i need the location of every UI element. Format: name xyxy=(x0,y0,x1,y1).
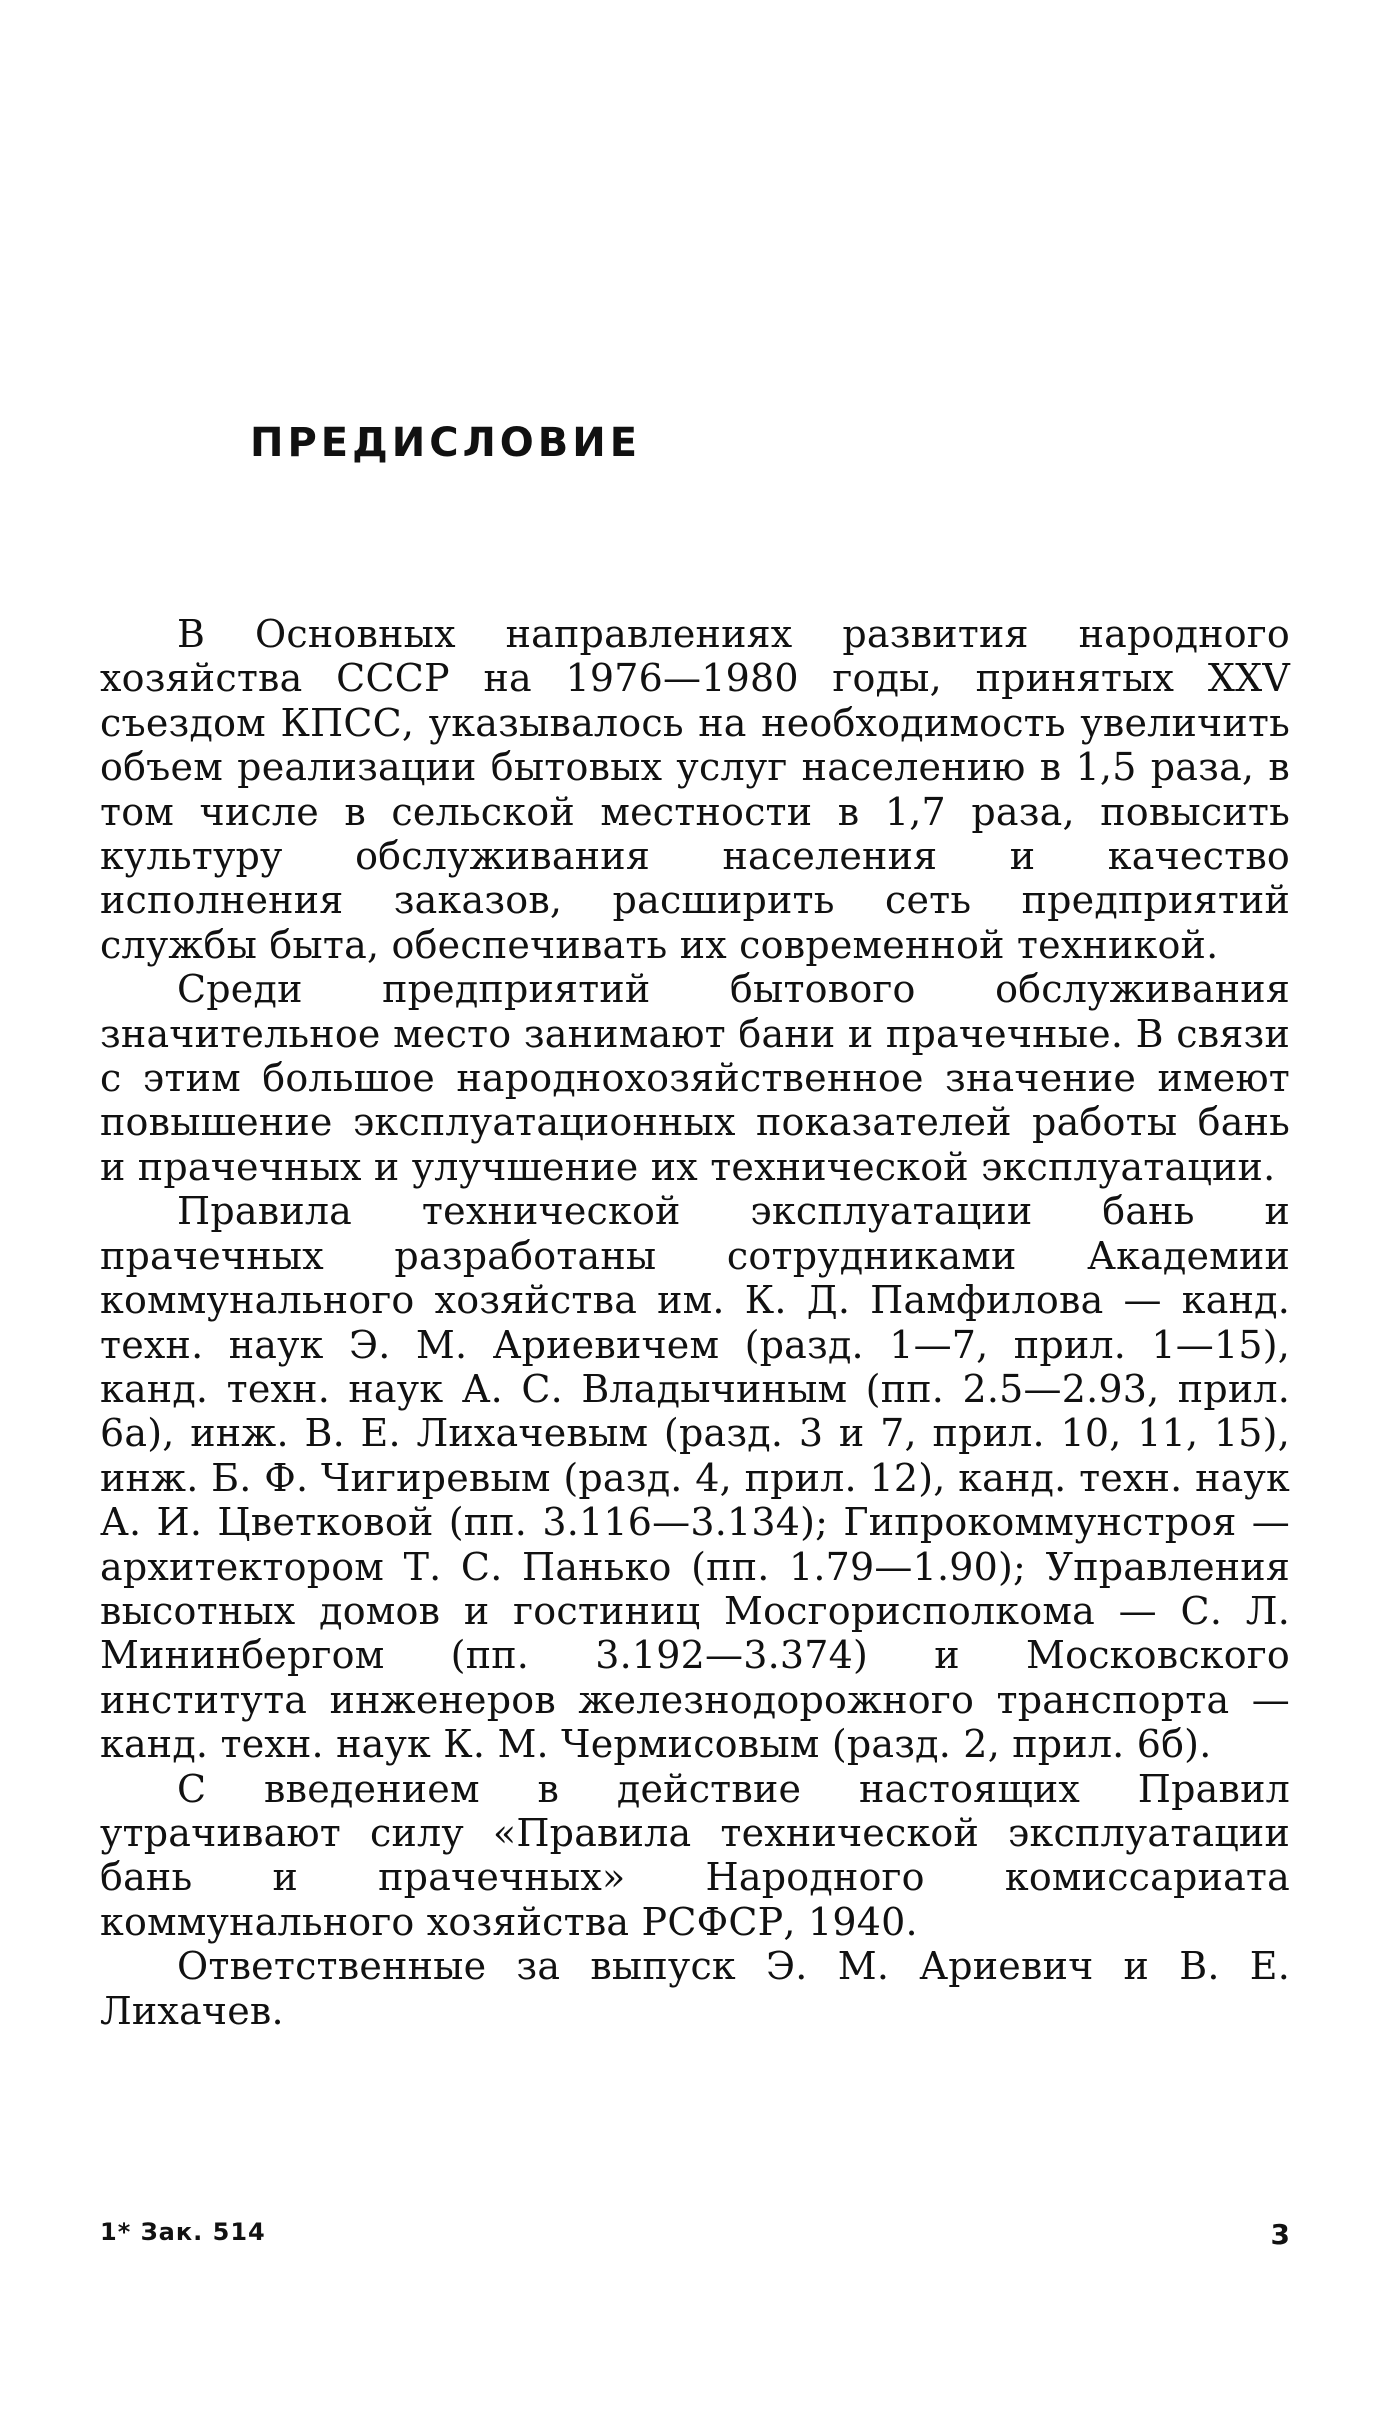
page-title: ПРЕДИСЛОВИЕ xyxy=(250,420,642,466)
paragraph: Среди предприятий бытового обслуживания значительное место занимают бани и прачечные. В связи с этим большое народнохозяйственное значение имеют повышение эксплуатационных показателей работы бань и прачечных и улучшение их технической эксплуатации. xyxy=(100,967,1290,1189)
paragraph: С введением в действие настоящих Правил утрачивают силу «Правила технической эксплуатации бань и прачечных» Народного комиссариата коммунального хозяйства РСФСР, 1940. xyxy=(100,1766,1290,1944)
paragraph: Правила технической эксплуатации бань и прачечных разработаны сотрудниками Академии коммунального хозяйства им. К. Д. Памфилова — канд. техн. наук Э. М. Ариевичем (разд. 1—7, прил. 1—15), канд. техн. наук А. С. Владычиным (пп. 2.5—2.93, прил. 6а), инж. В. Е. Лихачевым (разд. 3 и 7, прил. 10, 11, 15), инж. Б. Ф. Чигиревым (разд. 4, прил. 12), канд. техн. наук А. И. Цветковой (пп. 3.116—3.134); Гипрокоммунстроя — архитектором Т. С. Панько (пп. 1.79—1.90); Управления высотных домов и гостиниц Мосгорисполкома — С. Л. Мининбергом (пп. 3.192—3.374) и Московского института инженеров железнодорожного транспорта — канд. техн. наук К. М. Чермисовым (разд. 2, прил. 6б). xyxy=(100,1189,1290,1767)
preface-body xyxy=(100,612,1290,2033)
page-footer xyxy=(100,2218,1290,2258)
page-number: 3 xyxy=(1270,2218,1290,2251)
print-order-mark: 1* Зак. 514 xyxy=(100,2218,266,2246)
paragraph: Ответственные за выпуск Э. М. Ариевич и В. Е. Лихачев. xyxy=(100,1944,1290,2033)
paragraph: В Основных направлениях развития народного хозяйства СССР на 1976—1980 годы, принятых XXV съездом КПСС, указывалось на необходимость увеличить объем реализации бытовых услуг населению в 1,5 раза, в том числе в сельской местности в 1,7 раза, повысить культуру обслуживания населения и качество исполнения заказов, расширить сеть предприятий службы быта, обеспечивать их современной техникой. xyxy=(100,612,1290,967)
